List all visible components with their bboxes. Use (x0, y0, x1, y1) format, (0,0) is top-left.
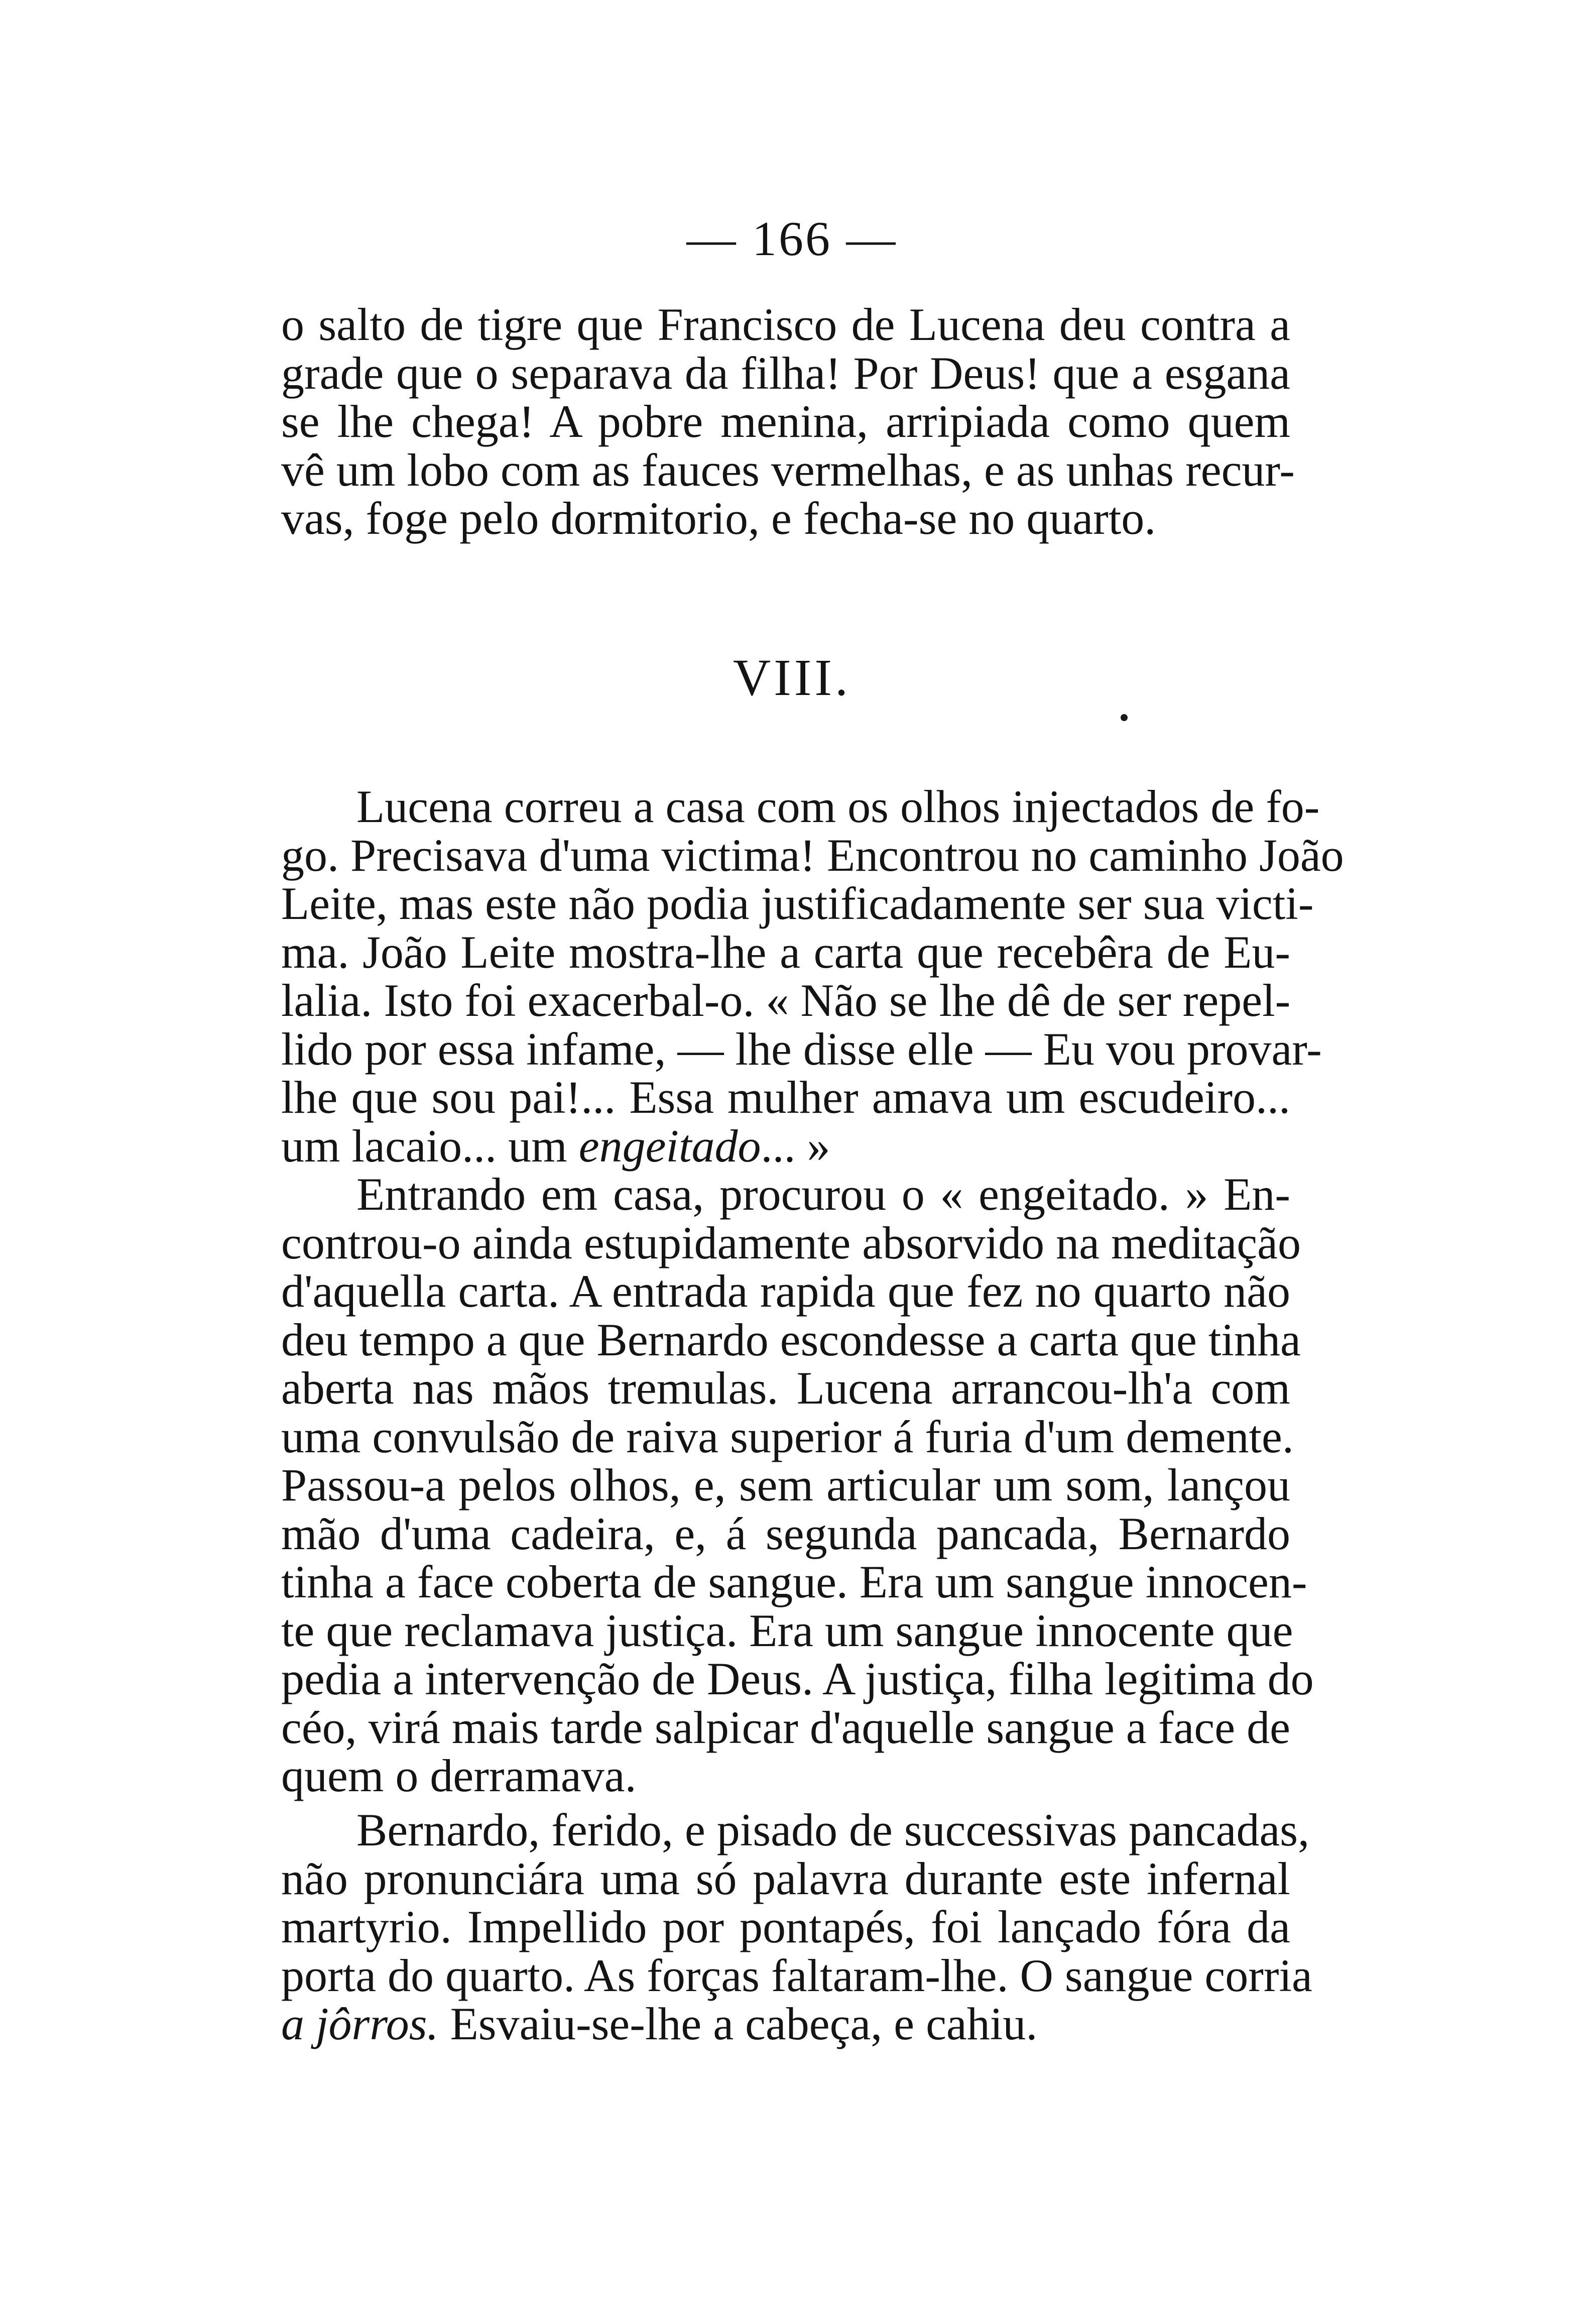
italic-word: engeitado (578, 1120, 761, 1172)
text-line: o salto de tigre que Francisco de Lucena deu contra a (281, 299, 1290, 350)
text-line: lido por essa infame, — lhe disse elle — Eu vou provar- (281, 1023, 1322, 1075)
text-line: Bernardo, ferido, e pisado de successivas pancadas, (356, 1804, 1310, 1855)
text-line: deu tempo a que Bernardo escondesse a carta que tinha (281, 1314, 1301, 1365)
chapter-heading: VIII. (733, 649, 851, 707)
text-line: grade que o separava da filha! Por Deus! que a esgana (281, 347, 1290, 399)
paragraph-lucena (281, 781, 1344, 1172)
paragraph-continuation (281, 299, 1295, 544)
text-line: lhe que sou pai!... Essa mulher amava um escudeiro... (281, 1072, 1290, 1123)
text-line: Passou-a pelos olhos, e, sem articular um som, lançou (281, 1459, 1290, 1510)
text-line: te que reclamava justiça. Era um sangue innocente que (281, 1604, 1293, 1656)
text-line: lalia. Isto foi exacerbal-o. « Não se lhe dê de ser repel- (281, 975, 1291, 1026)
text-line: uma convulsão de raiva superior á furia d'um demente. (281, 1411, 1294, 1462)
text-line: porta do quarto. As forças faltaram-lhe. O sangue corria (281, 1949, 1312, 2001)
text-line: pedia a intervenção de Deus. A justiça, filha legitima do (281, 1653, 1314, 1704)
text-line: tinha a face coberta de sangue. Era um sangue innocen- (281, 1556, 1307, 1607)
italic-phrase: a jôrros. (281, 1998, 439, 2049)
text-line (281, 1998, 1290, 2049)
text-line: quem o derramava. (281, 1750, 637, 1801)
text-line: não pronunciára uma só palavra durante este infernal (281, 1852, 1290, 1904)
paragraph-bernardo (281, 1804, 1312, 2049)
text-line: aberta nas mãos tremulas. Lucena arrancou-lh'a com (281, 1362, 1290, 1414)
line-tail: ... » (761, 1120, 830, 1172)
text-line: mão d'uma cadeira, e, á segunda pancada, Bernardo (281, 1507, 1290, 1559)
text-line: vê um lobo com as fauces vermelhas, e as unhas recur- (281, 444, 1295, 496)
text-line: martyrio. Impellido por pontapés, foi lançado fóra da (281, 1901, 1290, 1952)
line-text: um lacaio... um (281, 1120, 579, 1172)
text-line: go. Precisava d'uma victima! Encontrou no caminho João (281, 829, 1344, 881)
print-speck (1121, 714, 1128, 721)
text-line: Leite, mas este não podia justificadamente ser sua victi- (281, 878, 1314, 929)
page-number: — 166 — (686, 212, 898, 266)
text-line: d'aquella carta. A entrada rapida que fez no quarto não (281, 1265, 1290, 1317)
line-rest: Esvaiu-se-lhe a cabeça, e cahiu. (438, 1998, 1038, 2049)
text-line: ma. João Leite mostra-lhe a carta que recebêra de Eu- (281, 926, 1290, 978)
text-line: céo, virá mais tarde salpicar d'aquelle sangue a face de (281, 1701, 1290, 1753)
text-line (281, 1120, 1290, 1172)
text-line: controu-o ainda estupidamente absorvido na meditação (281, 1217, 1301, 1268)
text-line: Lucena correu a casa com os olhos injectados de fo- (356, 781, 1320, 832)
paragraph-entrando (281, 1169, 1314, 1801)
text-line: se lhe chega! A pobre menina, arripiada como quem (281, 396, 1290, 447)
text-line: vas, foge pelo dormitorio, e fecha-se no quarto. (281, 493, 1156, 544)
text-line: Entrando em casa, procurou o « engeitado. » En- (356, 1169, 1290, 1220)
